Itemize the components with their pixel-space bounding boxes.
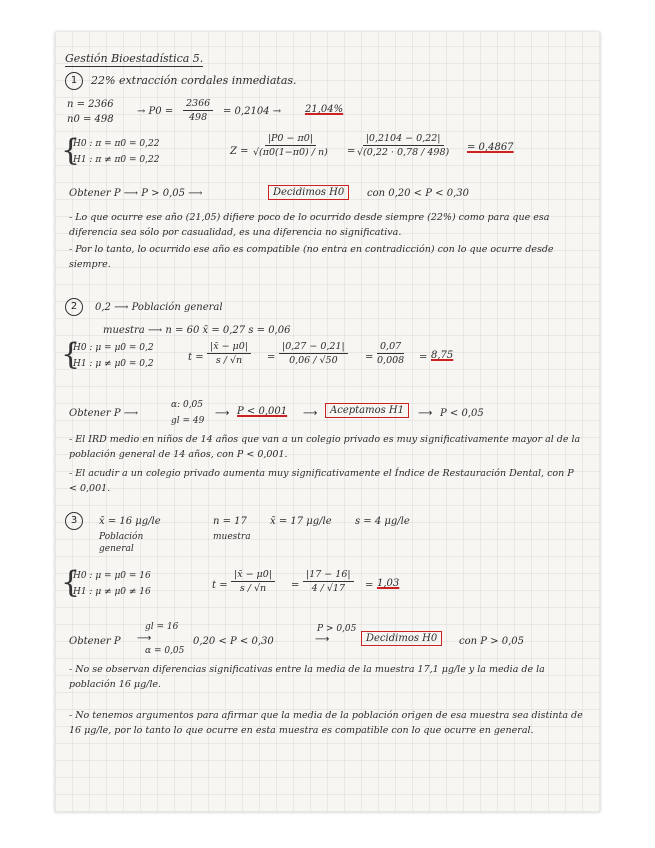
ex2-t-substitution xyxy=(279,341,348,366)
ex1-h1: H1 : π ≠ π0 = 0,22 xyxy=(73,155,160,165)
ex3-t-eq: = xyxy=(291,580,300,591)
ex1-p0-den: 498 xyxy=(189,112,208,123)
ex3-t-den2: 4 / √17 xyxy=(311,583,345,594)
ex3-t-num: |x̄ − μ0| xyxy=(231,569,275,582)
ex2-pcond: P < 0,05 xyxy=(440,408,484,419)
notebook-page xyxy=(55,32,600,812)
ex2-conclusion-1: - El IRD medio en niños de 14 años que van a un colegio privado es muy significativamente mayor al de la población general de 14 años, con P < 0,001. xyxy=(69,434,581,460)
ex2-alpha: α: 0,05 xyxy=(171,400,204,410)
ex2-gl: gl = 49 xyxy=(171,416,205,426)
ex1-z-substitution xyxy=(357,133,449,158)
ex3-obtain: Obtener P xyxy=(69,636,121,647)
ex2-h0: H0 : μ = μ0 = 0,2 xyxy=(73,343,154,353)
ex3-n: n = 17 xyxy=(213,516,247,527)
exercise-3-number: 3 xyxy=(65,512,83,530)
ex2-hypothesis-brace: { xyxy=(61,337,81,372)
ex1-p0-num: 2366 xyxy=(183,98,213,111)
ex2-t-den2: 0,06 / √50 xyxy=(289,355,338,366)
ex3-pop-label-1: Población xyxy=(99,532,144,542)
ex1-conclusion-2: - Por lo tanto, lo ocurrido ese año es compatible (no entra en contradicción) con lo que ocurre desde siempre. xyxy=(69,244,554,270)
ex1-z-value: = 0,4867 xyxy=(467,142,514,153)
ex2-t-lhs: t = xyxy=(188,352,204,363)
ex3-hypothesis-brace: { xyxy=(61,565,81,600)
ex3-gl: gl = 16 xyxy=(145,622,179,632)
ex1-hypothesis-brace: { xyxy=(61,133,81,168)
ex2-t-num: |x̄ − μ0| xyxy=(207,341,251,354)
ex1-z-num: |P0 − π0| xyxy=(265,133,316,146)
ex1-p0-lhs: → P0 = xyxy=(137,106,174,117)
ex2-conclusion-2: - El acudir a un colegio privado aumenta muy significativamente el Índice de Restauración Dental, con P < 0,001. xyxy=(69,468,574,494)
ex1-p0-fraction xyxy=(183,98,213,123)
ex1-p0-percent: 21,04% xyxy=(305,104,344,115)
ex3-t-num2: |17 − 16| xyxy=(303,569,354,582)
ex2-arrow-1: ⟶ xyxy=(215,408,230,419)
ex2-h1: H1 : μ ≠ μ0 = 0,2 xyxy=(73,359,154,369)
ex2-t-formula xyxy=(207,341,251,366)
ex1-statement: 22% extracción cordales inmediatas. xyxy=(91,74,297,87)
ex1-range: con 0,20 < P < 0,30 xyxy=(367,188,469,199)
ex3-t-substitution xyxy=(303,569,354,594)
ex3-s: s = 4 μg/le xyxy=(355,516,410,527)
ex1-p0-rhs: = 0,2104 → xyxy=(223,106,282,117)
ex2-t-num3: 0,07 xyxy=(377,341,404,354)
ex2-arrow-2: ⟶ xyxy=(303,408,318,419)
ex3-t-value: 1,03 xyxy=(377,578,400,589)
ex2-pvalue: P < 0,001 xyxy=(237,406,288,417)
ex3-arrow-2: ⟶ xyxy=(315,634,330,645)
ex3-sample-label: muestra xyxy=(213,532,251,542)
ex2-t-value: 8,75 xyxy=(431,350,454,361)
ex1-z-formula xyxy=(253,133,328,158)
ex2-decision: Aceptamos H1 xyxy=(325,403,409,418)
ex2-t-den3: 0,008 xyxy=(377,355,405,366)
ex1-n: n = 2366 xyxy=(67,99,114,110)
ex3-h0: H0 : μ = μ0 = 16 xyxy=(73,571,151,581)
ex3-mu: x̄ = 16 μg/le xyxy=(99,516,161,527)
ex3-t-lhs: t = xyxy=(212,580,228,591)
ex2-t-den: s / √n xyxy=(215,355,243,366)
ex2-t-num2: |0,27 − 0,21| xyxy=(279,341,348,354)
ex3-arrow-1: ⟶ xyxy=(137,633,152,644)
ex3-alpha: α = 0,05 xyxy=(145,646,185,656)
ex1-z-den: √(π0(1−π0) / n) xyxy=(253,147,328,158)
ex2-obtain: Obtener P ⟶ xyxy=(69,408,139,419)
ex1-conclusion-1: - Lo que ocurre ese año (21,05) difiere poco de lo ocurrido desde siempre (22%) como para que esa diferencia sea sólo por casualidad, es una diferencia no significativa. xyxy=(69,212,550,238)
ex1-z-num2: |0,2104 − 0,22| xyxy=(363,133,444,146)
ex3-h1: H1 : μ ≠ μ0 ≠ 16 xyxy=(73,587,151,597)
exercise-2-number: 2 xyxy=(65,298,83,316)
ex3-xbar: x̄ = 17 μg/le xyxy=(270,516,332,527)
ex1-z-lhs: Z = xyxy=(230,146,249,157)
ex2-t-simplified xyxy=(377,341,404,366)
ex3-pcond: P > 0,05 xyxy=(317,624,357,634)
ex3-after: con P > 0,05 xyxy=(459,636,524,647)
page-title: Gestión Bioestadística 5. xyxy=(65,52,204,65)
ex1-z-eq: = xyxy=(347,146,356,157)
ex3-t-eq2: = xyxy=(365,580,374,591)
ex2-line2: muestra ⟶ n = 60 x̄ = 0,27 s = 0,06 xyxy=(103,325,291,336)
ex2-line1: 0,2 ⟶ Población general xyxy=(95,302,223,313)
ex1-decision: Decidimos H0 xyxy=(268,185,349,200)
ex1-h0: H0 : π = π0 = 0,22 xyxy=(73,139,160,149)
ex2-t-eq: = xyxy=(267,352,276,363)
ex3-conclusion-2: - No tenemos argumentos para afirmar que la media de la población origen de esa muestra sea distinta de 16 μg/le, por lo tanto lo que ocurre en esta muestra es compatible con lo que ocurre en general. xyxy=(69,710,583,736)
ex1-n0: n0 = 498 xyxy=(67,114,114,125)
ex1-obtain: Obtener P ⟶ P > 0,05 ⟶ xyxy=(69,188,203,199)
ex3-pop-label-2: general xyxy=(99,544,134,554)
ex3-decision: Decidimos H0 xyxy=(361,631,442,646)
ex2-arrow-3: ⟶ xyxy=(418,408,433,419)
ex3-t-den: s / √n xyxy=(239,583,267,594)
ex3-conclusion-1: - No se observan diferencias significativas entre la media de la muestra 17,1 μg/le y la media de la población 16 μg/le. xyxy=(69,664,545,690)
ex1-z-den2: √(0,22 · 0,78 / 498) xyxy=(357,147,450,158)
ex2-t-eq3: = xyxy=(419,352,428,363)
ex3-range: 0,20 < P < 0,30 xyxy=(193,636,274,647)
ex3-t-formula xyxy=(231,569,275,594)
ex2-t-eq2: = xyxy=(365,352,374,363)
exercise-1-number: 1 xyxy=(65,72,83,90)
